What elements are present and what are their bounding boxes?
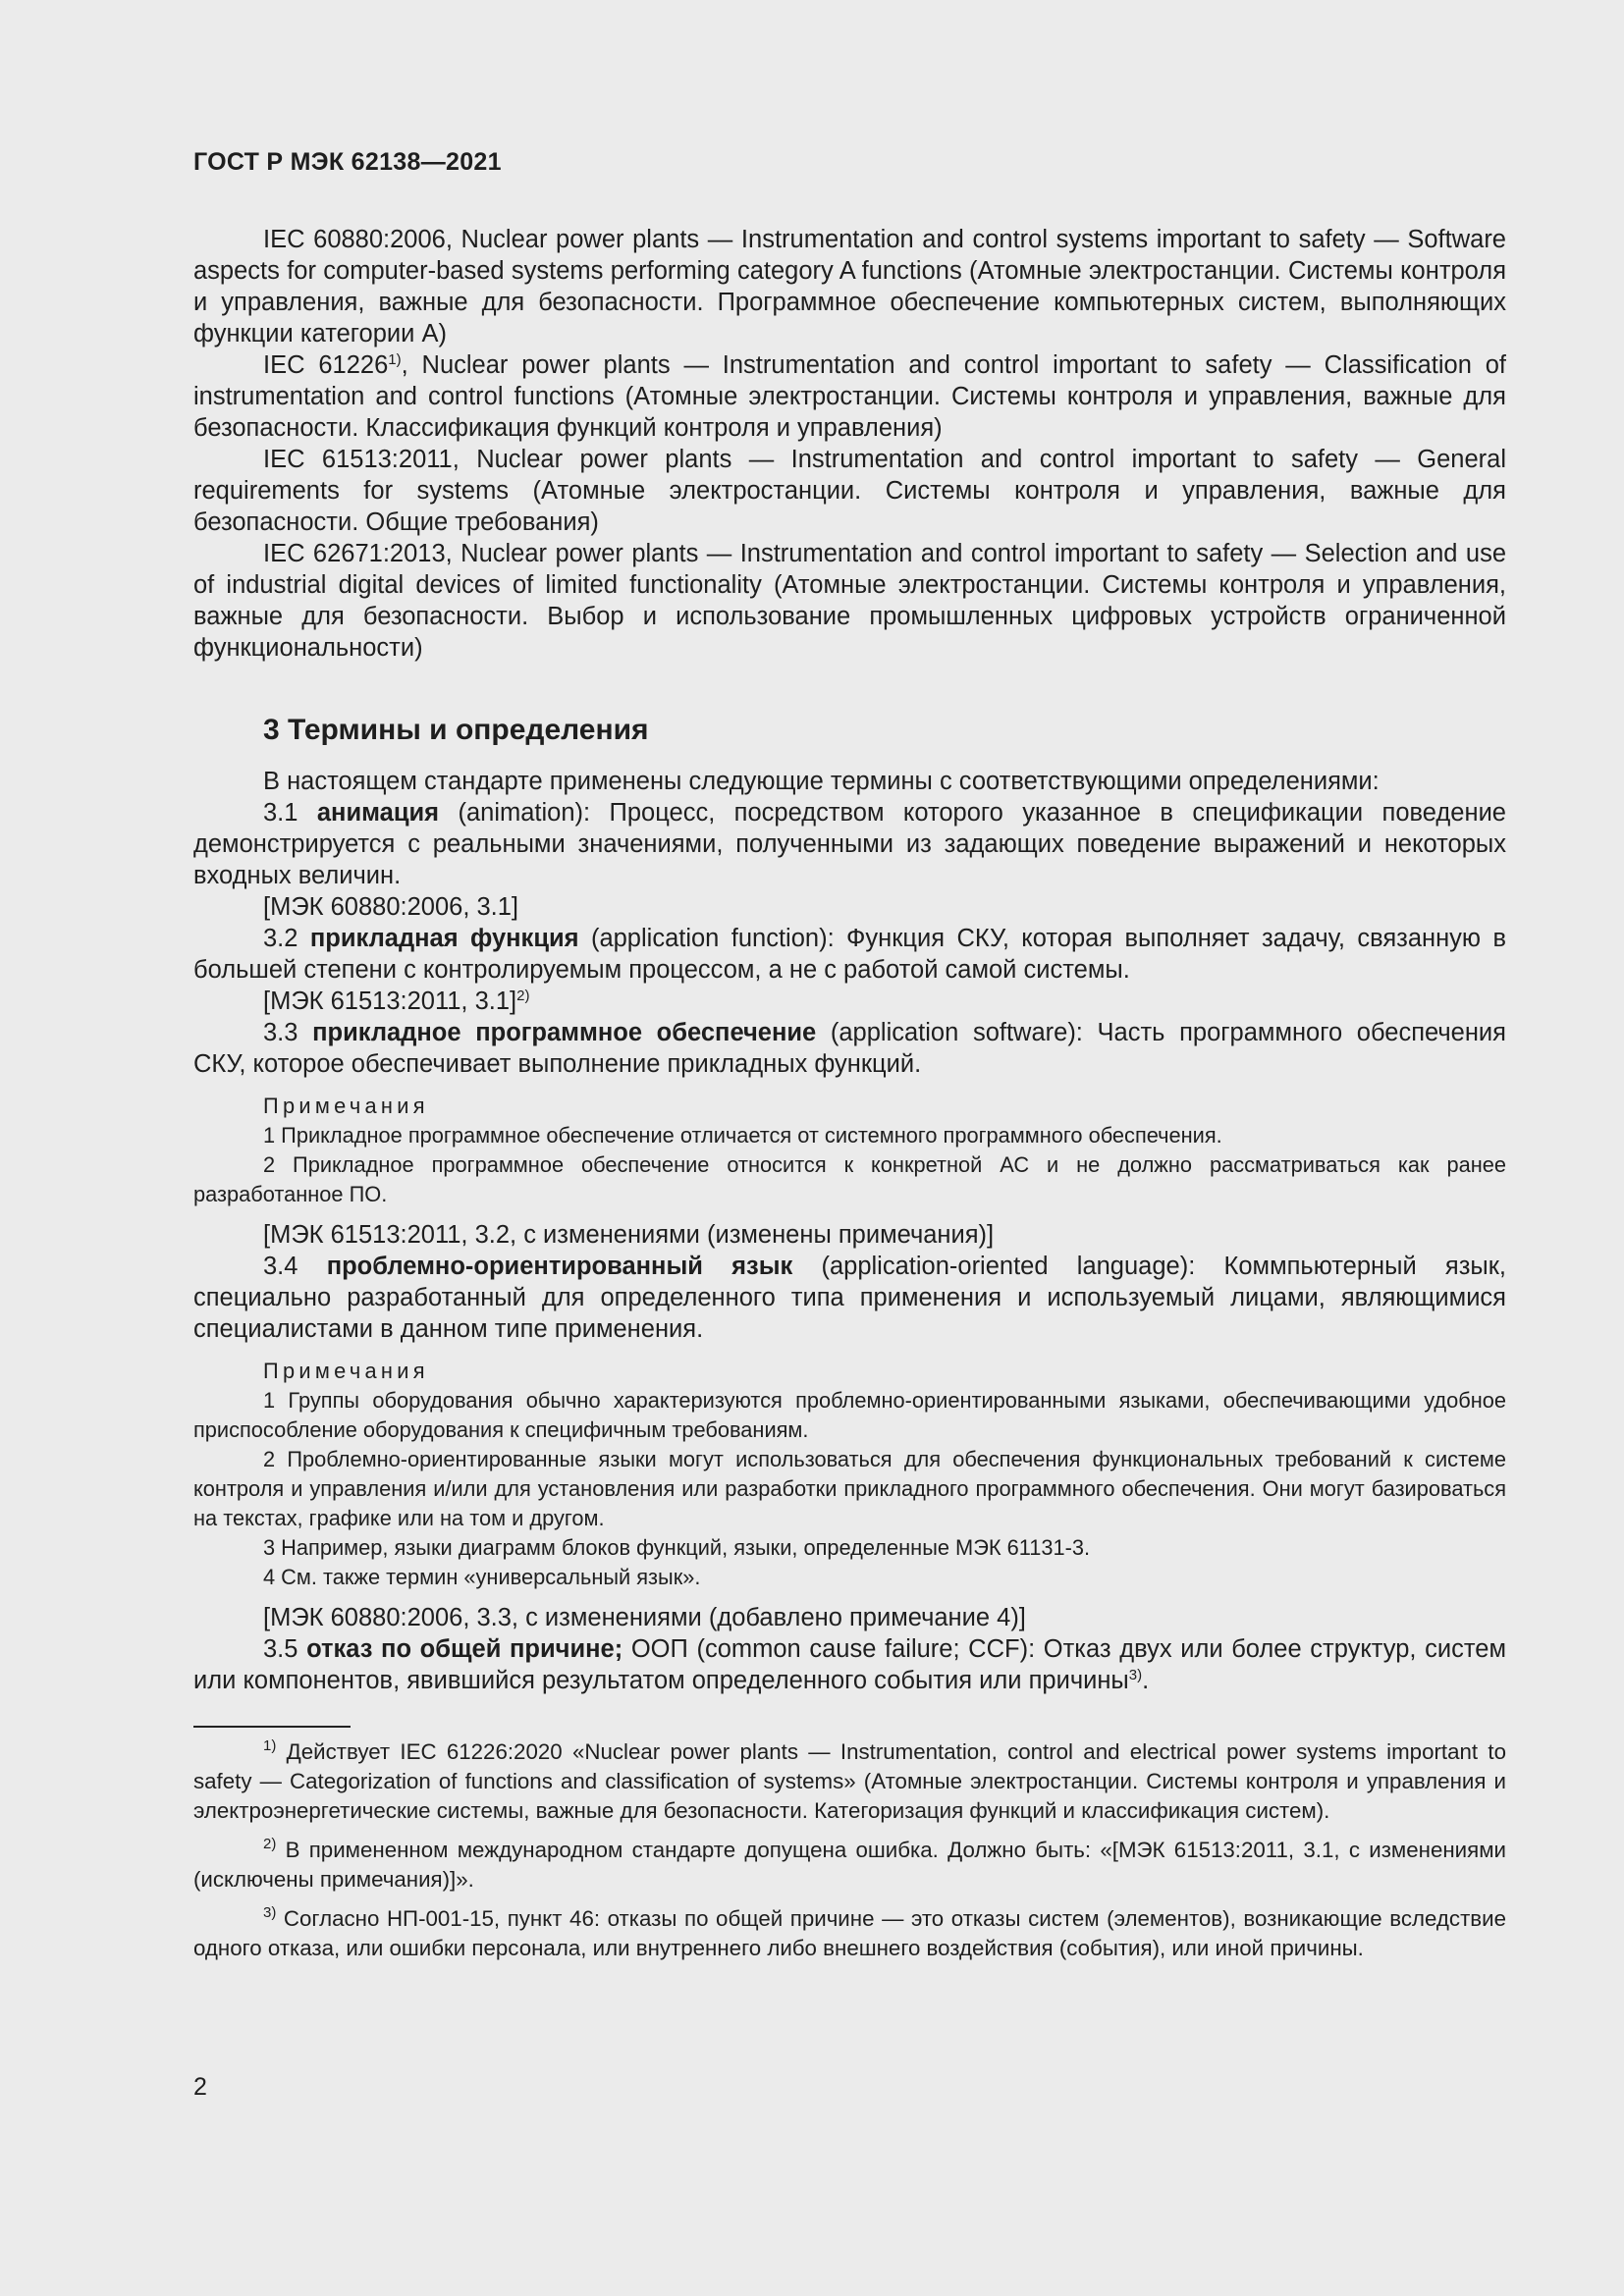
term-definition: (application-oriented language): Коммпьютерный язык, специально разработанный для определенного типа применения и используемый лицами, являющимися специалистами в данном типе применения. [193, 1253, 1506, 1343]
footnote-mark: 3) [263, 1904, 277, 1921]
term-3-4 [193, 1251, 1506, 1345]
term-3-5 [193, 1633, 1506, 1696]
term-period: . [1142, 1667, 1150, 1694]
term-number: 3.2 [263, 925, 310, 952]
reference-code: IEC 61226 [263, 351, 389, 379]
reference-text: IEC 62671:2013, Nuclear power plants — Instrumentation and control important to safety — Selection and use of industrial digital devices of limited functionality (Атомные электростанции. Системы контроля и управления, важные для безопасности. Выбор и использование промышленных цифровых устройств ограниченной функциональности) [193, 540, 1506, 662]
term-source-text: [МЭК 61513:2011, 3.1] [263, 988, 517, 1015]
footnote-text: В примененном международном стандарте допущена ошибка. Должно быть: «[МЭК 61513:2011, 3.1, с изменениями (исключены примечания)]». [193, 1838, 1506, 1892]
footnote-marker[interactable]: 2) [516, 988, 530, 1004]
reference-iec-60880 [193, 224, 1506, 349]
term-number: 3.3 [263, 1019, 313, 1046]
notes-label: Примечания [263, 1359, 429, 1383]
footnote-1 [193, 1737, 1506, 1826]
term-3-1 [193, 797, 1506, 891]
term-name: прикладная функция [309, 925, 579, 952]
footnote-mark: 1) [263, 1737, 277, 1754]
note-item: 1 Прикладное программное обеспечение отличается от системного программного обеспечения. [263, 1123, 1222, 1148]
term-name: анимация [316, 799, 440, 827]
reference-iec-61513 [193, 444, 1506, 538]
reference-text: , Nuclear power plants — Instrumentation and control important to safety — Classification of instrumentation and control functions (Атомные электростанции. Системы контроля и управления, важные для безопасности. Классификация функций контроля и управления) [193, 351, 1506, 442]
footnote-divider [193, 1726, 351, 1728]
term-3-2 [193, 923, 1506, 986]
reference-text: IEC 60880:2006, Nuclear power plants — Instrumentation and control systems important to safety — Software aspects for computer-based systems performing category A functions (Атомные электростанции. Системы контроля и управления, важные для безопасности. Программное обеспечение компьютерных систем, выполняющих функции категории А) [193, 226, 1506, 347]
note-item: 2 Прикладное программное обеспечение относится к конкретной АС и не должно рассматриваться как ранее разработанное ПО. [193, 1152, 1506, 1206]
term-source: [МЭК 61513:2011, 3.2, с изменениями (изменены примечания)] [263, 1221, 995, 1249]
footnote-text: Согласно НП-001-15, пункт 46: отказы по общей причине — это отказы систем (элементов), возникающие вследствие одного отказа, или ошибки персонала, или внутреннего либо внешнего воздействия (события), или иной причины. [193, 1906, 1506, 1960]
term-definition: (application software): Часть программного обеспечения СКУ, которое обеспечивает выполнение прикладных функций. [193, 1019, 1506, 1078]
footnote-mark: 2) [263, 1836, 277, 1852]
section-intro: В настоящем стандарте применены следующие термины с соответствующими определениями: [263, 768, 1380, 795]
term-source: [МЭК 60880:2006, 3.3, с изменениями (добавлено примечание 4)] [263, 1604, 1026, 1631]
footnote-marker[interactable]: 1) [388, 351, 402, 368]
term-definition: (animation): Процесс, посредством которого указанное в спецификации поведение демонстрируется с реальными значениями, полученными из задающих поведение выражений и некоторых входных величин. [193, 799, 1506, 889]
section-heading: 3 Термины и определения [263, 714, 649, 746]
term-name: отказ по общей причине; [306, 1635, 623, 1663]
term-name: проблемно-ориентированный язык [326, 1253, 793, 1280]
term-definition: ООП (common cause failure; CCF): Отказ двух или более структур, систем или компонентов, явившийся результатом определенного события или причины [193, 1635, 1506, 1694]
note-item: 2 Проблемно-ориентированные языки могут использоваться для обеспечения функциональных требований к системе контроля и управления и/или для установления или разработки прикладного программного обеспечения. Они могут базироваться на текстах, графике или на том и другом. [193, 1447, 1506, 1530]
document-body [193, 224, 1506, 1963]
term-source [193, 986, 1506, 1017]
reference-iec-61226 [193, 349, 1506, 444]
reference-iec-62671 [193, 538, 1506, 664]
document-header: ГОСТ Р МЭК 62138—2021 [193, 148, 502, 176]
term-3-3 [193, 1017, 1506, 1080]
notes-label: Примечания [263, 1094, 429, 1118]
note-item: 3 Например, языки диаграмм блоков функций, языки, определенные МЭК 61131-3. [263, 1535, 1091, 1560]
term-source: [МЭК 60880:2006, 3.1] [263, 893, 519, 921]
term-number: 3.5 [263, 1635, 307, 1663]
page-number: 2 [193, 2073, 207, 2101]
footnote-2 [193, 1836, 1506, 1895]
reference-text: IEC 61513:2011, Nuclear power plants — Instrumentation and control important to safety — General requirements for systems (Атомные электростанции. Системы контроля и управления, важные для безопасности. Общие требования) [193, 446, 1506, 536]
footnote-3 [193, 1904, 1506, 1963]
term-definition: (application function): Функция СКУ, которая выполняет задачу, связанную в большей степени с контролируемым процессом, а не с работой самой системы. [193, 925, 1506, 984]
footnote-text: Действует IEC 61226:2020 «Nuclear power plants — Instrumentation, control and electrical power systems important to safety — Categorization of functions and classification of systems» (Атомные электростанции. Системы контроля и управления и электроэнергетические системы, важные для безопасности. Категоризация функций и классификация систем). [193, 1739, 1506, 1823]
term-number: 3.1 [263, 799, 317, 827]
note-item: 1 Группы оборудования обычно характеризуются проблемно-ориентированными языками, обеспечивающими удобное приспособление оборудования к специфичным требованиям. [193, 1388, 1506, 1442]
term-number: 3.4 [263, 1253, 327, 1280]
note-item: 4 См. также термин «универсальный язык». [263, 1565, 701, 1589]
term-name: прикладное программное обеспечение [312, 1019, 817, 1046]
footnote-marker[interactable]: 3) [1128, 1667, 1143, 1683]
